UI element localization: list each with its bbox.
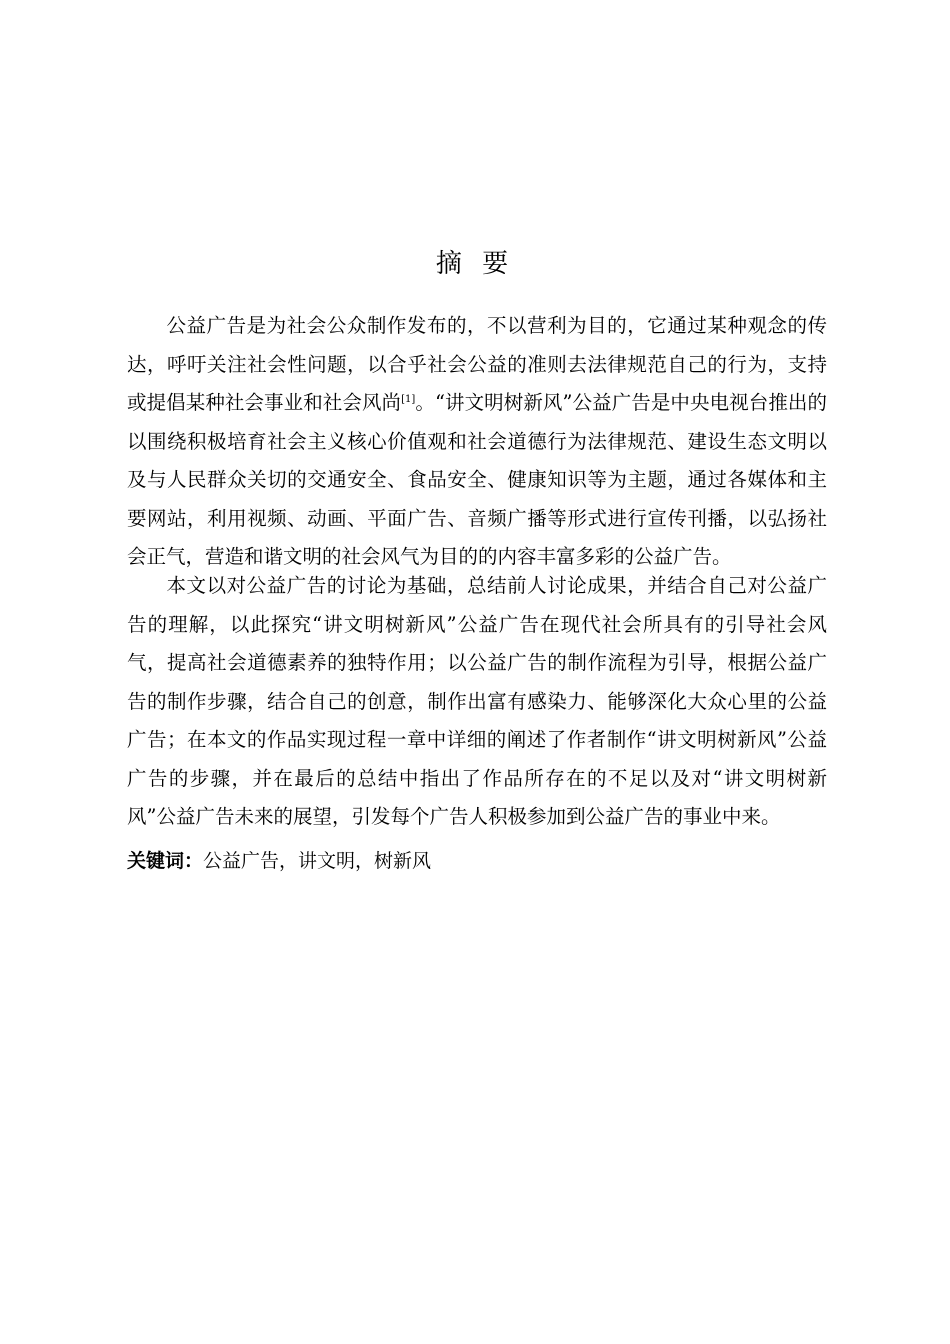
keywords-line <box>127 842 827 880</box>
abstract-paragraph-2 <box>127 567 827 837</box>
abstract-title: 摘 要 <box>435 249 515 279</box>
keywords-label: 关键词： <box>127 850 204 872</box>
abstract-paragraph-1 <box>127 307 827 577</box>
paragraph-1-text-b: 。“讲文明树新风”公益广告是中央电视台推出的以围绕积极培育社会主义核心价值观和社会道德行为法律规范、建设生态文明以及与人民群众关切的交通安全、食品安全、健康知识等为主题，通过各媒体和主要网站，利用视频、动画、平面广告、音频广播等形式进行宣传刊播，以弘扬社会正气，营造和谐文明的社会风气为目的的内容丰富多彩的公益广告。 <box>127 391 827 568</box>
citation-reference: [1] <box>401 394 416 405</box>
keywords-value: 公益广告，讲文明，树新风 <box>203 850 432 872</box>
paragraph-1-text-a: 公益广告是为社会公众制作发布的，不以营利为目的，它通过某种观念的传达，呼吁关注社会性问题，以合乎社会公益的准则去法律规范自己的行为，支持或提倡某种社会事业和社会风尚 <box>127 314 827 414</box>
paragraph-2-text: 本文以对公益广告的讨论为基础，总结前人讨论成果，并结合自己对公益广告的理解，以此探究“讲文明树新风”公益广告在现代社会所具有的引导社会风气，提高社会道德素养的独特作用；以公益广告的制作流程为引导，根据公益广告的制作步骤，结合自己的创意，制作出富有感染力、能够深化大众心里的公益广告；在本文的作品实现过程一章中详细的阐述了作者制作“讲文明树新风”公益广告的步骤，并在最后的总结中指出了作品所存在的不足以及对“讲文明树新风”公益广告未来的展望，引发每个广告人积极参加到公益广告的事业中来。 <box>127 574 827 828</box>
